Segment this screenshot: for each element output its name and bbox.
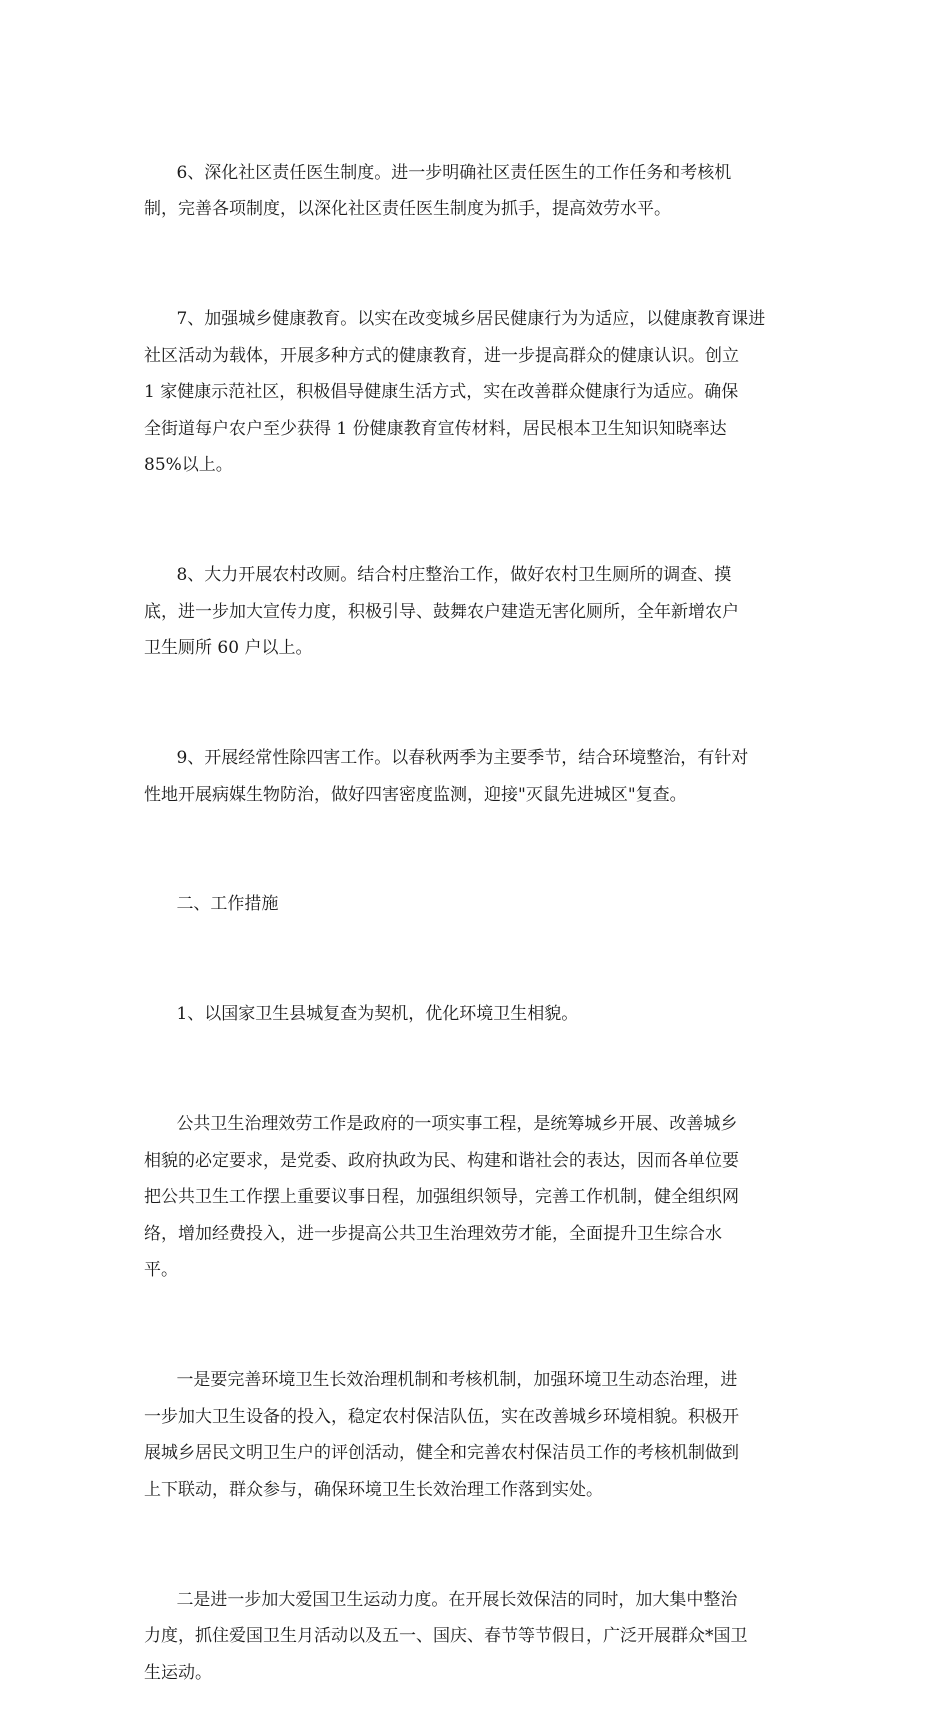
text-line: 络，增加经费投入，进一步提高公共卫生治理效劳才能，全面提升卫生综合水	[144, 1223, 722, 1244]
text-line: 平。	[144, 1260, 178, 1281]
paragraph-first-measure	[144, 1326, 808, 1546]
text-line: 1 家健康示范社区，积极倡导健康生活方式，实在改善群众健康行为适应。确保	[144, 382, 739, 403]
paragraph-item-9	[144, 704, 808, 850]
text-line: 6、深化社区责任医生制度。进一步明确社区责任医生的工作任务和考核机	[176, 162, 732, 183]
subsection-heading	[144, 960, 808, 1070]
text-line: 相貌的必定要求，是党委、政府执政为民、构建和谐社会的表达，因而各单位要	[144, 1150, 739, 1171]
text-line: 一是要完善环境卫生长效治理机制和考核机制，加强环境卫生动态治理，进	[176, 1370, 738, 1391]
text-line: 力度，抓住爱国卫生月活动以及五一、国庆、春节等节假日，广泛开展群众*国卫	[144, 1626, 748, 1647]
paragraph-item-8	[144, 521, 808, 704]
text-line: 生运动。	[144, 1662, 212, 1683]
text-line: 7、加强城乡健康教育。以实在改变城乡居民健康行为为适应，以健康教育课进	[176, 308, 766, 329]
text-line: 一步加大卫生设备的投入，稳定农村保洁队伍，实在改善城乡环境相貌。积极开	[144, 1406, 739, 1427]
paragraph-item-7	[144, 264, 808, 520]
section-heading	[144, 850, 808, 960]
document-body	[144, 118, 808, 1728]
text-line: 卫生厕所 60 户以上。	[144, 638, 313, 659]
text-line: 底，进一步加大宣传力度，积极引导、鼓舞农户建造无害化厕所，全年新增农户	[144, 601, 739, 622]
text-line: 性地开展病媒生物防治，做好四害密度监测，迎接"灭鼠先进城区"复查。	[144, 784, 687, 805]
text-line: 1、以国家卫生县城复查为契机，优化环境卫生相貌。	[176, 1004, 579, 1025]
text-line: 全街道每户农户至少获得 1 份健康教育宣传材料，居民根本卫生知识知晓率达	[144, 418, 727, 439]
text-line: 展城乡居民文明卫生户的评创活动，健全和完善农村保洁员工作的考核机制做到	[144, 1443, 739, 1464]
text-line: 上下联动，群众参与，确保环境卫生长效治理工作落到实处。	[144, 1479, 603, 1500]
text-line: 把公共卫生工作摆上重要议事日程，加强组织领导，完善工作机制，健全组织网	[144, 1187, 739, 1208]
text-line: 二、工作措施	[176, 894, 279, 915]
text-line: 社区活动为载体，开展多种方式的健康教育，进一步提高群众的健康认识。创立	[144, 345, 739, 366]
paragraph-second-measure	[144, 1545, 808, 1728]
text-line: 9、开展经常性除四害工作。以春秋两季为主要季节，结合环境整治，有针对	[176, 748, 749, 769]
text-line: 公共卫生治理效劳工作是政府的一项实事工程，是统筹城乡开展、改善城乡	[176, 1114, 738, 1135]
text-line: 8、大力开展农村改厕。结合村庄整治工作，做好农村卫生厕所的调查、摸	[176, 565, 732, 586]
paragraph-public-health	[144, 1069, 808, 1325]
paragraph-item-6	[144, 118, 808, 264]
text-line: 制，完善各项制度，以深化社区责任医生制度为抓手，提高效劳水平。	[144, 199, 671, 220]
text-line: 85%以上。	[144, 455, 233, 476]
text-line: 二是进一步加大爱国卫生运动力度。在开展长效保洁的同时，加大集中整治	[176, 1589, 738, 1610]
